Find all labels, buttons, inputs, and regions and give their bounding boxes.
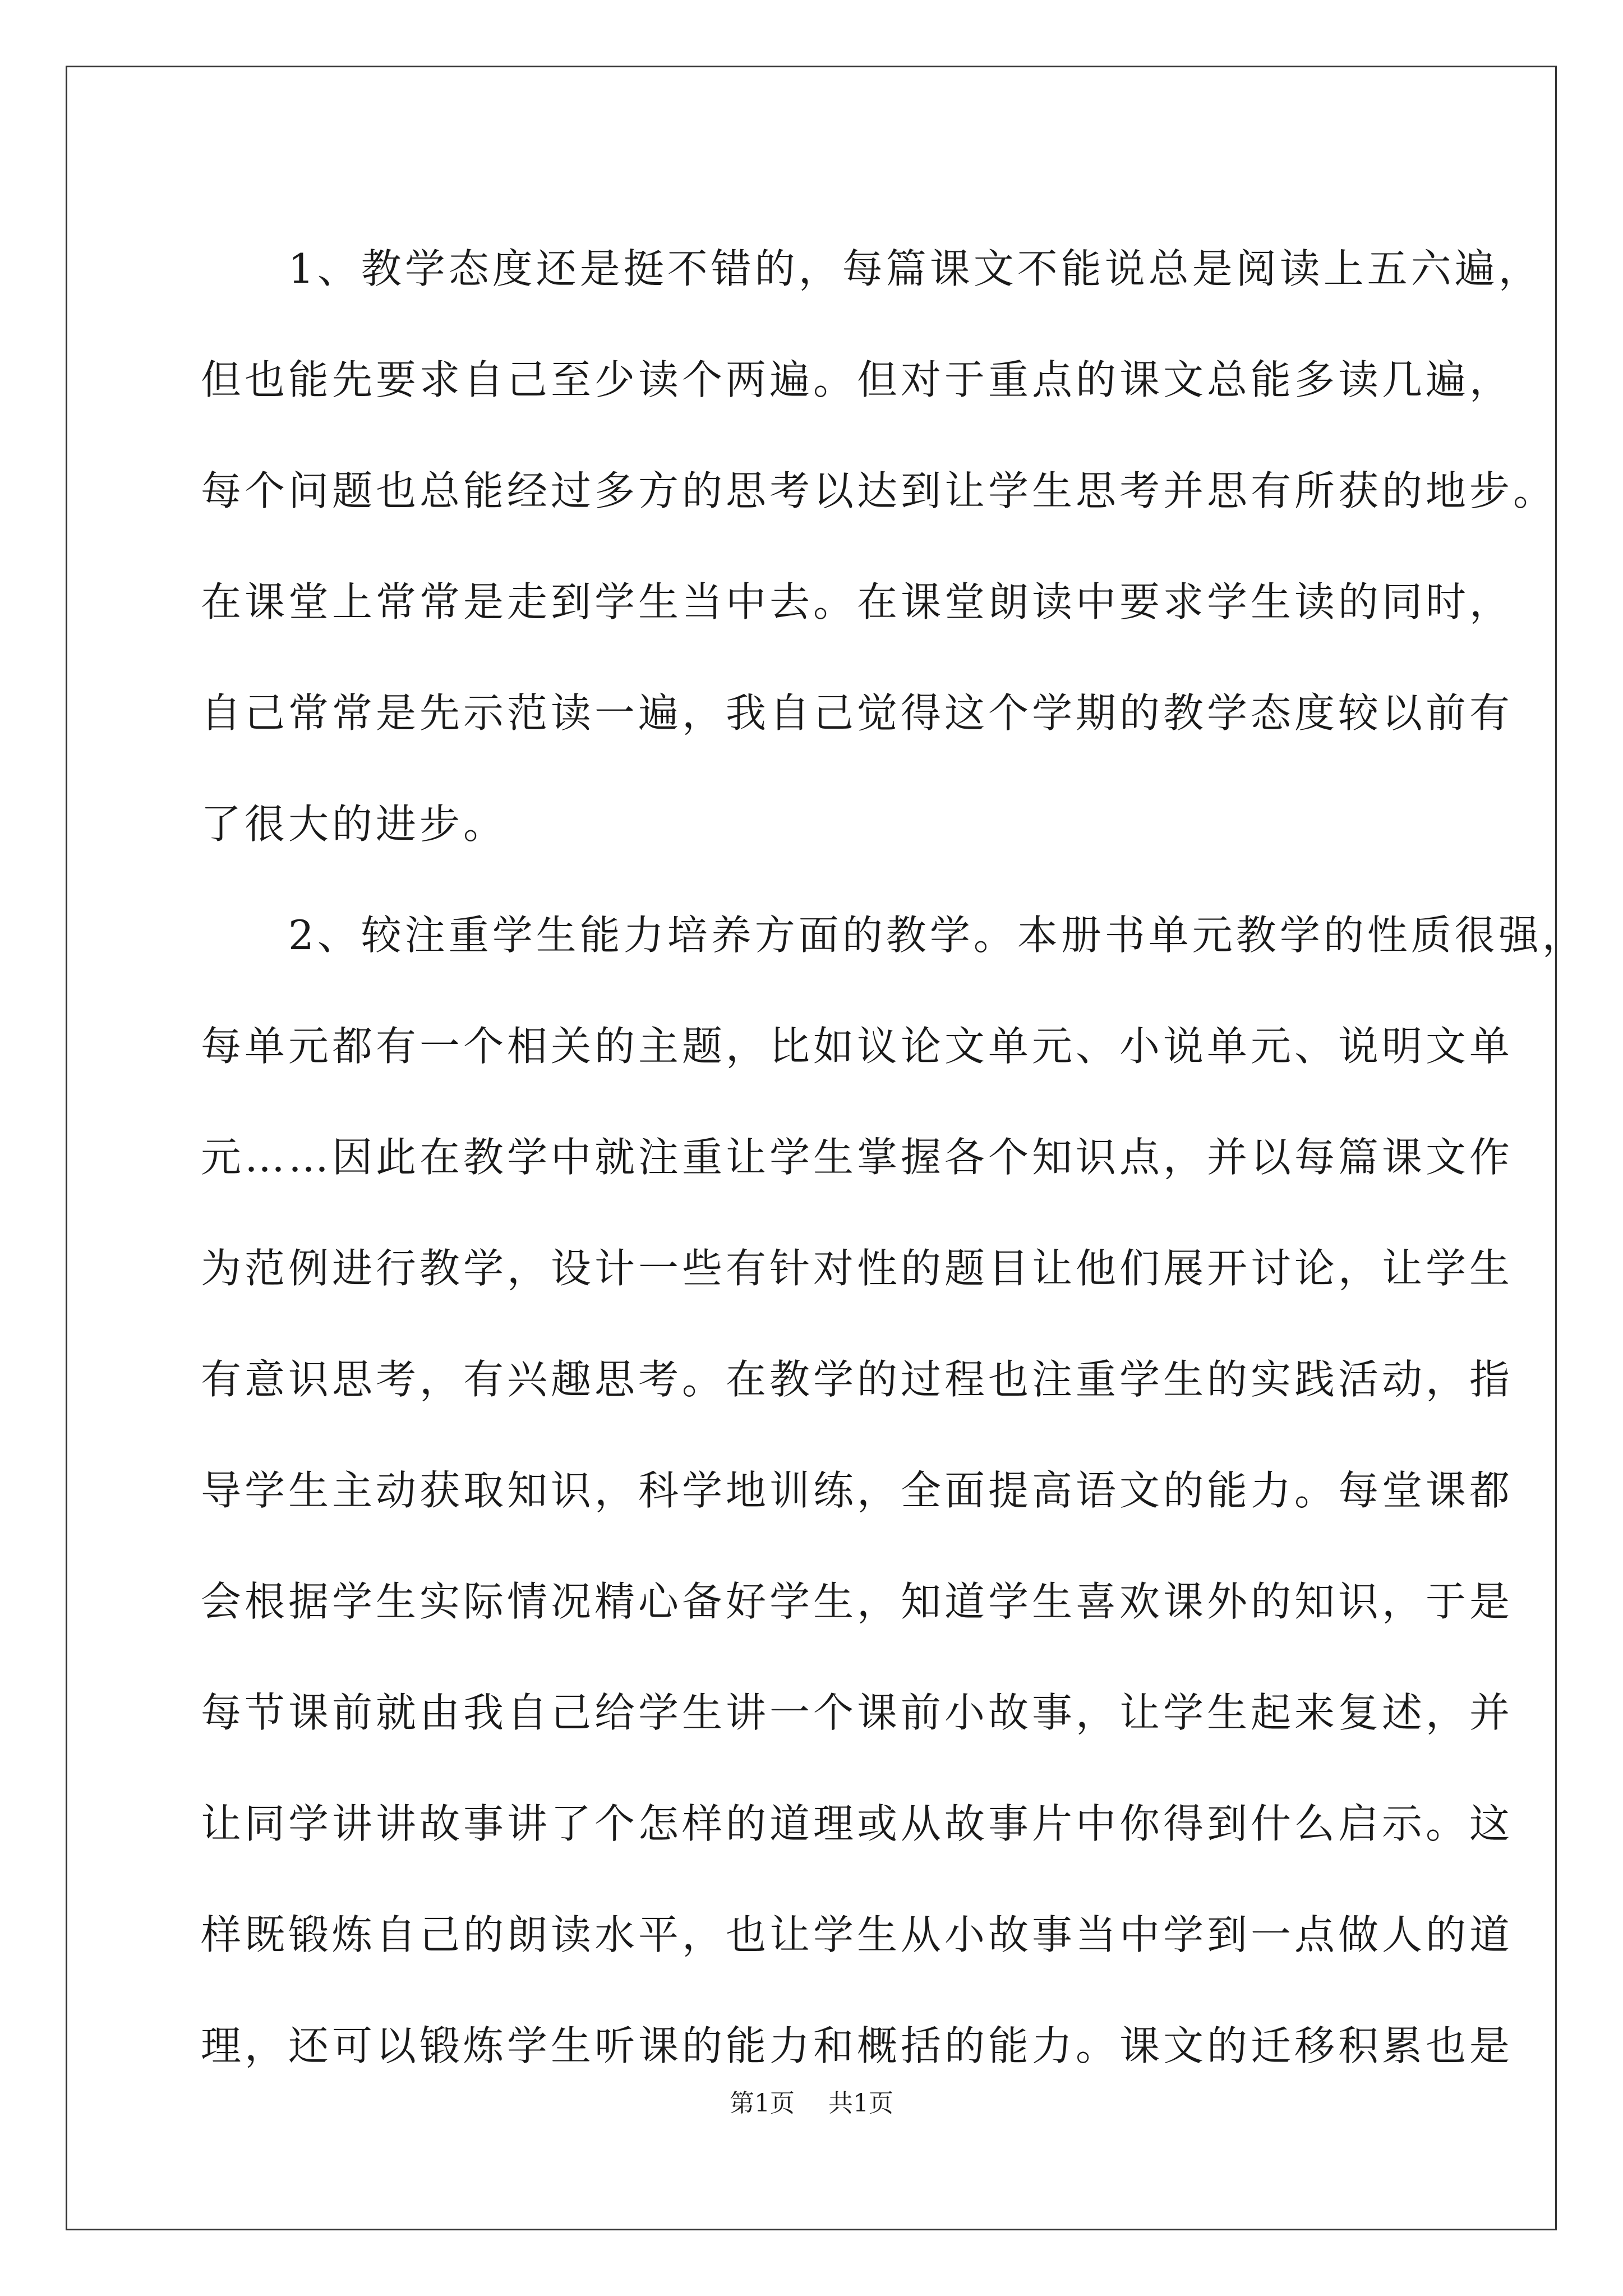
text-line-5: 自己常常是先示范读一遍，我自己觉得这个学期的教学态度较以前有 xyxy=(201,689,1514,737)
text-line-6: 了很大的进步。 xyxy=(201,800,508,848)
text-line-16: 样既锻炼自己的朗读水平，也让学生从小故事当中学到一点做人的道 xyxy=(201,1911,1514,1958)
page-number: 第1页 xyxy=(730,2089,795,2118)
document-body xyxy=(201,213,1586,2101)
text-line-11: 有意识思考，有兴趣思考。在教学的过程也注重学生的实践活动，指 xyxy=(201,1356,1514,1403)
text-line-10: 为范例进行教学，设计一些有针对性的题目让他们展开讨论，让学生 xyxy=(201,1245,1514,1292)
text-line-8: 每单元都有一个相关的主题，比如议论文单元、小说单元、说明文单 xyxy=(201,1023,1514,1070)
text-line-2: 但也能先要求自己至少读个两遍。但对于重点的课文总能多读几遍， xyxy=(201,356,1514,403)
text-line-17: 理，还可以锻炼学生听课的能力和概括的能力。课文的迁移积累也是 xyxy=(201,2022,1514,2069)
text-line-9: 元……因此在教学中就注重让学生掌握各个知识点，并以每篇课文作 xyxy=(201,1134,1514,1181)
text-line-1: 1、教学态度还是挺不错的，每篇课文不能说总是阅读上五六遍， xyxy=(201,245,1542,292)
text-line-7: 2、较注重学生能力培养方面的教学。本册书单元教学的性质很强， xyxy=(201,912,1586,959)
text-line-15: 让同学讲讲故事讲了个怎样的道理或从故事片中你得到什么启示。这 xyxy=(201,1800,1514,1847)
text-line-3: 每个问题也总能经过多方的思考以达到让学生思考并思有所获的地步。 xyxy=(201,467,1557,514)
text-line-4: 在课堂上常常是走到学生当中去。在课堂朗读中要求学生读的同时， xyxy=(201,578,1514,625)
text-line-14: 每节课前就由我自己给学生讲一个课前小故事，让学生起来复述，并 xyxy=(201,1689,1514,1736)
page-footer xyxy=(0,2087,1623,2120)
text-line-13: 会根据学生实际情况精心备好学生，知道学生喜欢课外的知识，于是 xyxy=(201,1578,1514,1625)
page-total: 共1页 xyxy=(828,2089,893,2118)
text-line-12: 导学生主动获取知识，科学地训练，全面提高语文的能力。每堂课都 xyxy=(201,1467,1514,1514)
